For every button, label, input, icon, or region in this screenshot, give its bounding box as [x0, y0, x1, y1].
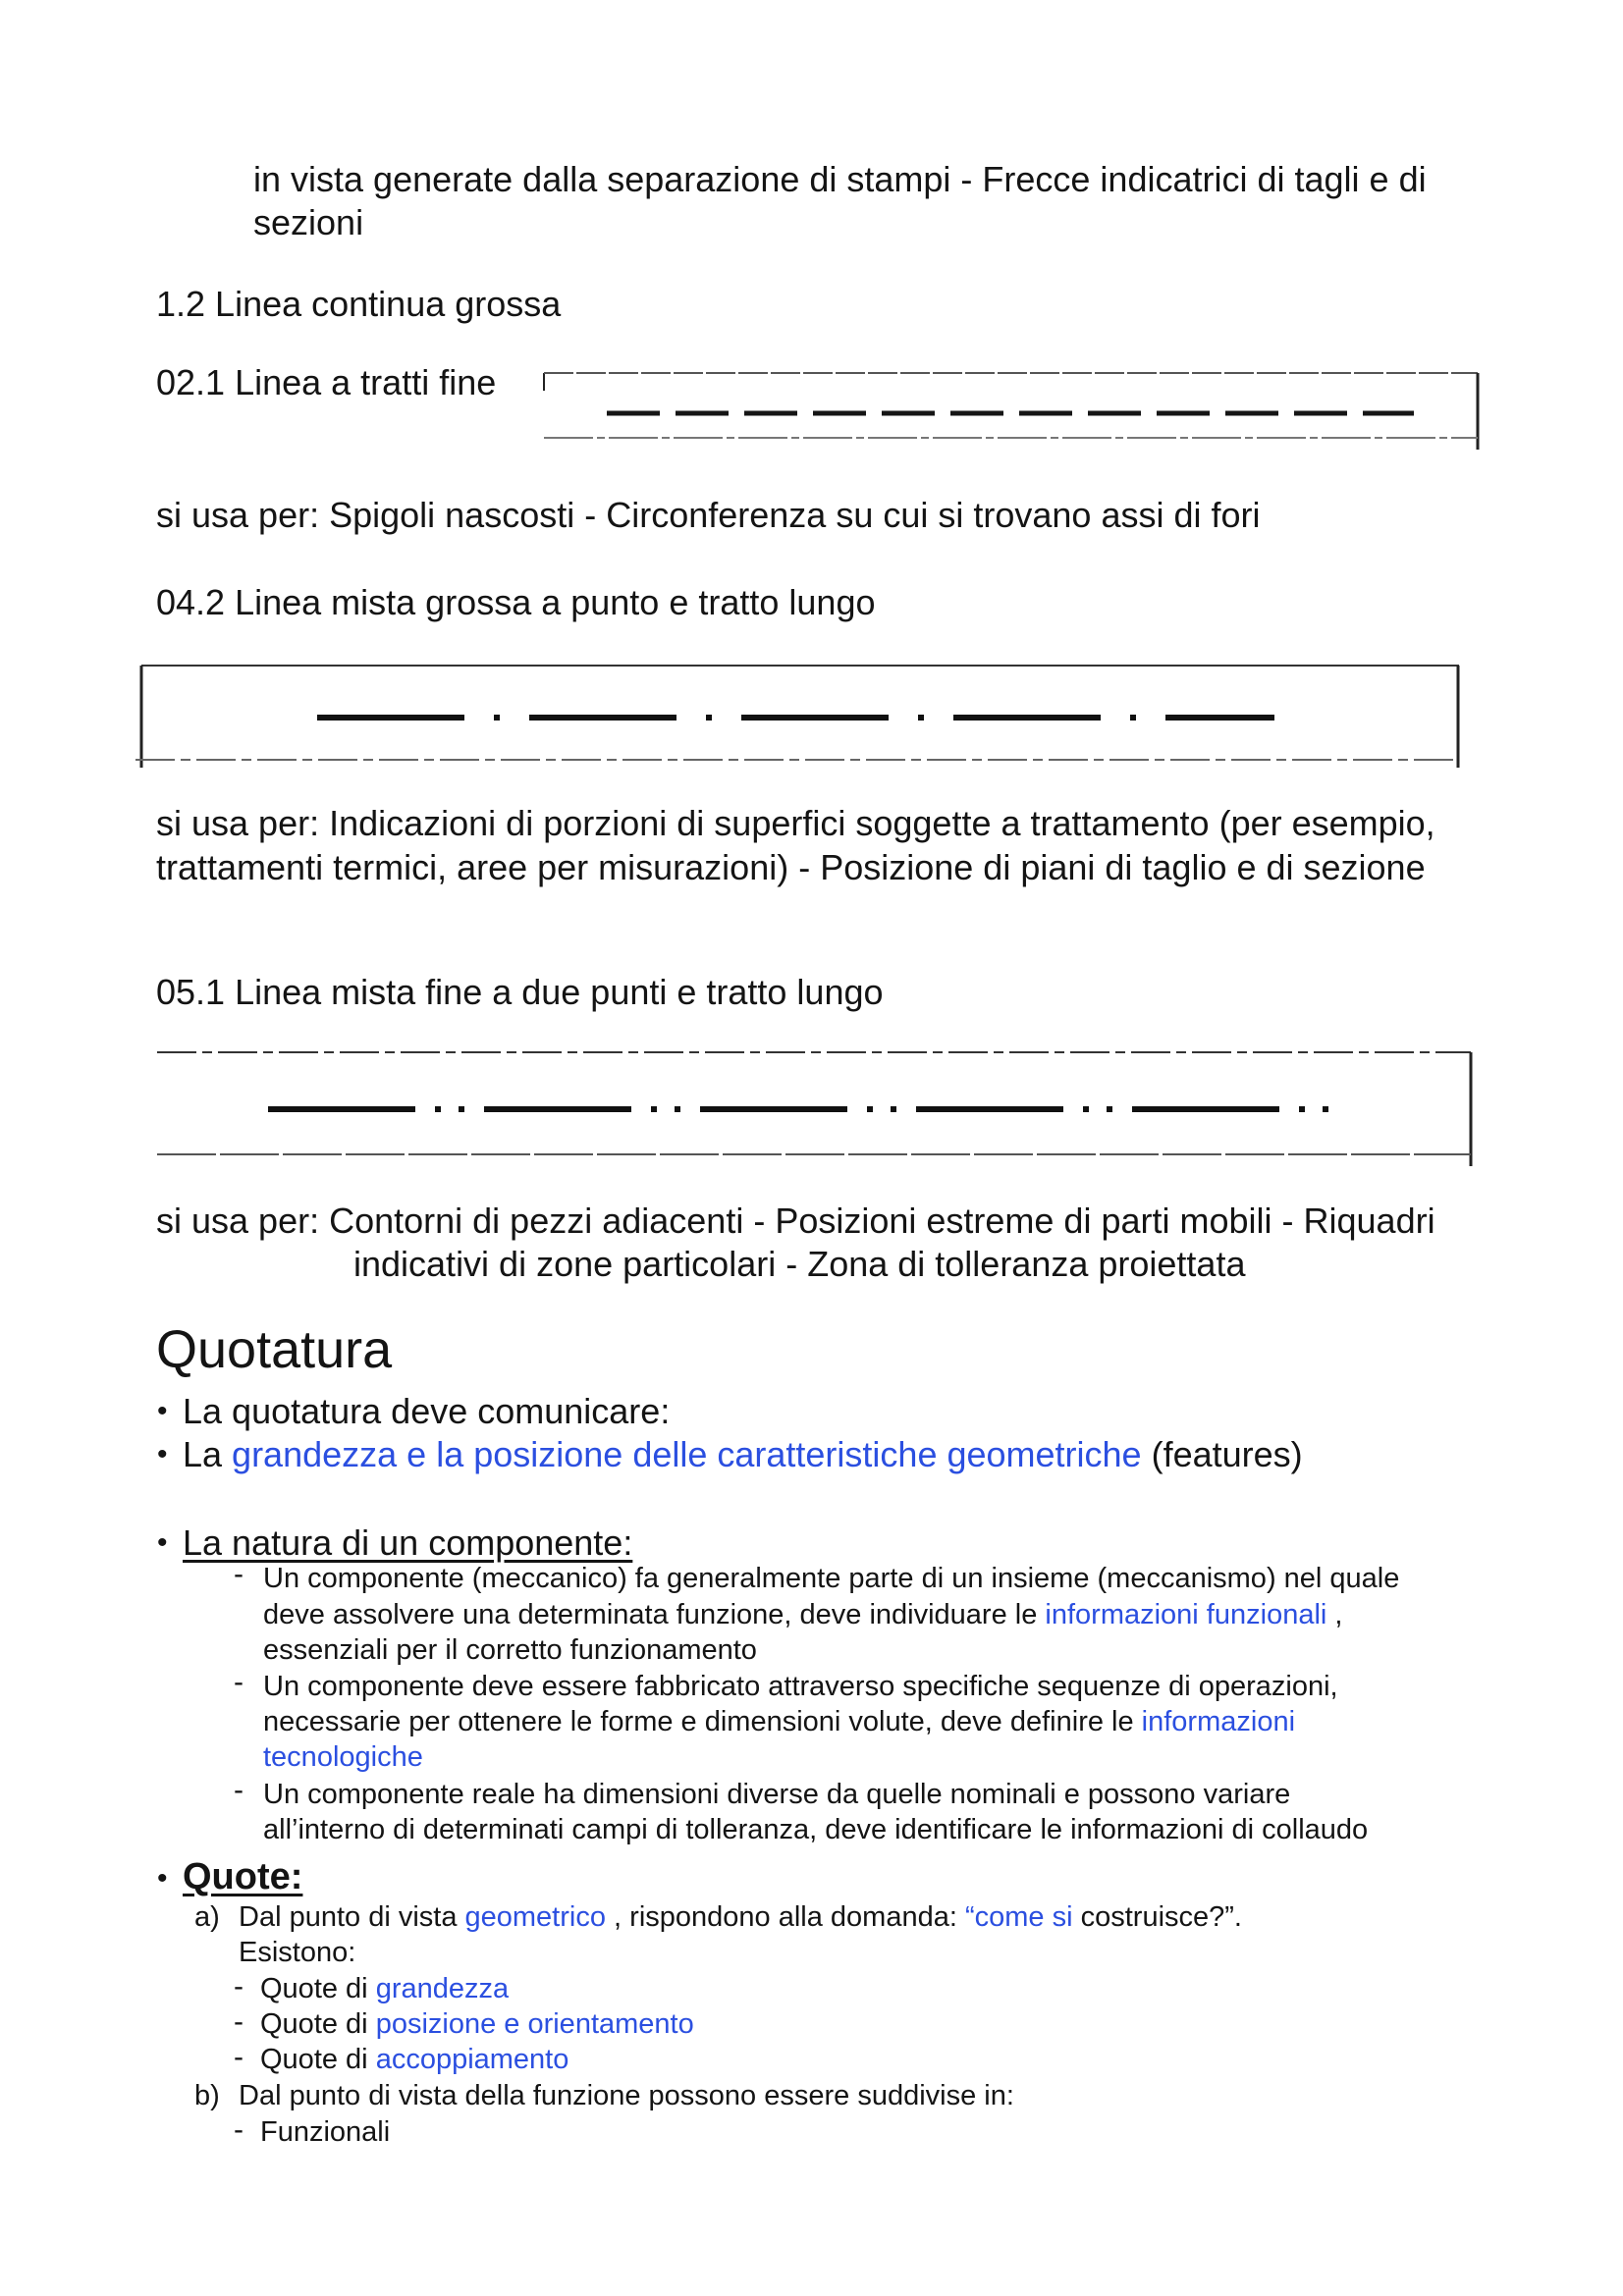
bullet-icon: •	[157, 1862, 168, 1895]
section-04-2-usage-1: si usa per: Indicazioni di porzioni di superfici soggette a trattamento (per esempio,	[156, 803, 1435, 843]
quote-b-item-funzionali: Funzionali	[260, 2116, 391, 2148]
sub-3-line-a: Un componente reale ha dimensioni diverse da quelle nominali e possono variare	[263, 1779, 1291, 1810]
quote-a-marker: a)	[194, 1901, 220, 1933]
section-02-1-label: 02.1 Linea a tratti fine	[156, 362, 497, 402]
section-1-2-label: 1.2 Linea continua grossa	[156, 284, 562, 324]
intro-line-2: sezioni	[253, 202, 364, 242]
quote-b-marker: b)	[194, 2080, 220, 2111]
dash-icon: -	[234, 2113, 243, 2146]
sub-3-line-b: all’interno di determinati campi di tolleranza, deve identificare le informazioni di collaudo	[263, 1814, 1369, 1845]
section-02-1-usage: si usa per: Spigoli nascosti - Circonferenza su cui si trovano assi di fori	[156, 495, 1261, 535]
sub-1-line-c: essenziali per il corretto funzionamento	[263, 1634, 757, 1666]
section-05-1-usage-1: si usa per: Contorni di pezzi adiacenti - Posizioni estreme di parti mobili - Riquadri	[156, 1201, 1435, 1241]
quote-item-posizione: Quote di posizione e orientamento	[260, 2008, 694, 2040]
section-04-2-label: 04.2 Linea mista grossa a punto e tratto lungo	[156, 582, 876, 622]
bullet-3-text: La natura di un componente:	[183, 1522, 633, 1563]
dash-icon: -	[234, 1666, 243, 1698]
sub-2-line-a: Un componente deve essere fabbricato attraverso specifiche sequenze di operazioni,	[263, 1671, 1338, 1702]
dash-icon: -	[234, 1774, 243, 1806]
dash-icon: -	[234, 2041, 243, 2073]
dash-icon: -	[234, 2005, 243, 2038]
sub-1-line-b: deve assolvere una determinata funzione, deve individuare le informazioni funzionali ,	[263, 1599, 1343, 1630]
bullet-1-text: La quotatura deve comunicare:	[183, 1391, 671, 1431]
bullet-icon: •	[157, 1438, 168, 1470]
quote-item-grandezza: Quote di grandezza	[260, 1973, 510, 2004]
section-04-2-usage-2: trattamenti termici, aree per misurazioni) - Posizione di piani di taglio e di sezione	[156, 847, 1426, 887]
dash-icon: -	[234, 1970, 243, 2002]
sub-2-line-c: tecnologiche	[263, 1741, 423, 1773]
bullet-2-text: La grandezza e la posizione delle caratteristiche geometriche (features)	[183, 1434, 1303, 1474]
intro-line-1: in vista generate dalla separazione di stampi - Frecce indicatrici di tagli e di	[253, 159, 1427, 199]
quote-a-text: Dal punto di vista geometrico , rispondono alla domanda: “come si costruisce?”.	[239, 1901, 1242, 1933]
section-05-1-label: 05.1 Linea mista fine a due punti e tratto lungo	[156, 972, 884, 1012]
sub-2-line-b: necessarie per ottenere le forme e dimensioni volute, deve definire le informazioni	[263, 1706, 1296, 1737]
quote-heading: Quote:	[183, 1856, 303, 1897]
bullet-icon: •	[157, 1526, 168, 1559]
quote-item-accoppiamento: Quote di accoppiamento	[260, 2044, 569, 2075]
section-05-1-usage-2: indicativi di zone particolari - Zona di tolleranza proiettata	[353, 1244, 1246, 1284]
dash-icon: -	[234, 1558, 243, 1590]
dashed-line-sample	[540, 371, 1483, 452]
highlight-features: grandezza e la posizione delle caratteristiche geometriche	[232, 1434, 1142, 1474]
bullet-icon: •	[157, 1395, 168, 1427]
page-title: Quotatura	[156, 1320, 393, 1379]
dash-dot-thick-line-sample	[135, 662, 1463, 772]
two-dot-dash-line-sample	[155, 1046, 1476, 1168]
quote-b-text: Dal punto di vista della funzione possono essere suddivise in:	[239, 2080, 1014, 2111]
sub-1-line-a: Un componente (meccanico) fa generalmente parte di un insieme (meccanismo) nel quale	[263, 1563, 1400, 1594]
quote-a-esistono: Esistono:	[239, 1937, 356, 1968]
